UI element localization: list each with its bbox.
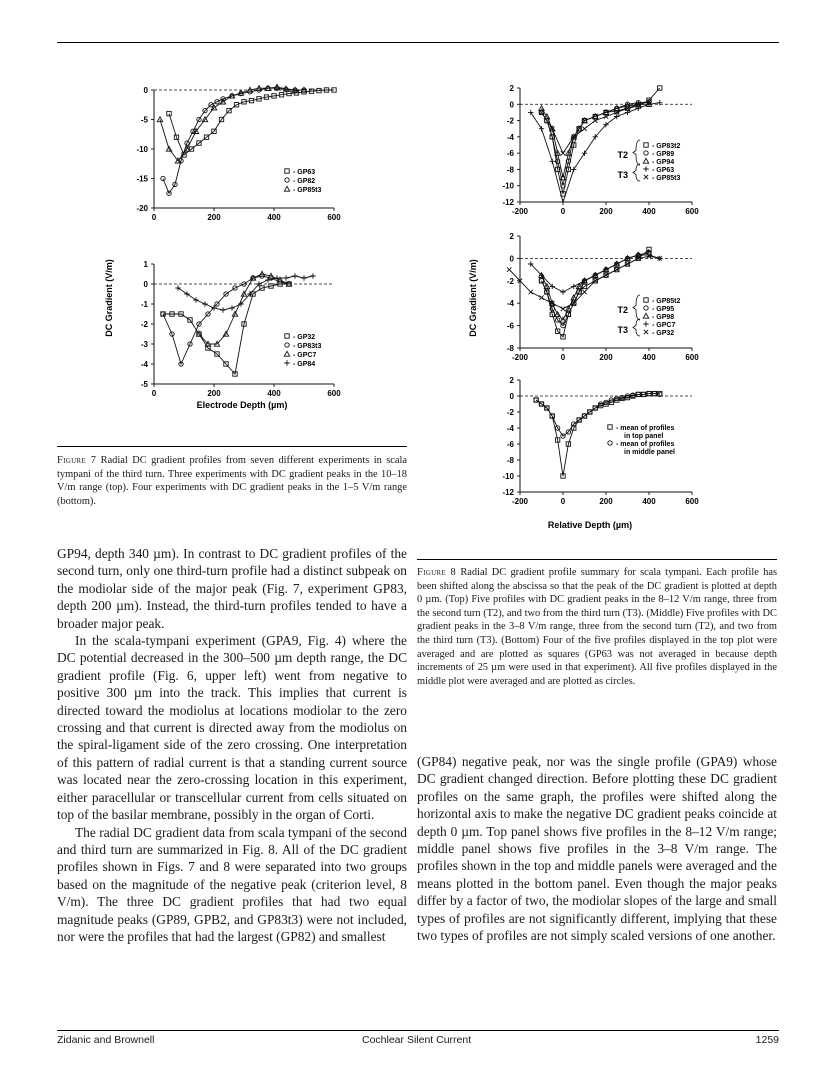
legend-marker [285, 343, 289, 347]
y-tick-label: -12 [502, 488, 514, 497]
y-tick-label: -1 [140, 300, 148, 309]
series-line [531, 103, 660, 202]
y-tick-label: 0 [143, 86, 148, 95]
legend-marker [285, 178, 289, 182]
left-paragraph-2: In the scala-tympani experiment (GPA9, Fig. 4) where the DC potential decreased in the 300–500 µm depth range, the DC gradient profile (Fig. 6, upper left) went from negative to positive 300 µm into the track. This implies that current is directed toward the modiolus at locations modiolar to the zero crossing and that current is directed away from the modiolus on the spiral-ligament side of the zero crossing. One interpretation of this pattern of radial current is that a standing current source was located near the zero-crossing location in this experiment, either paracellular or transcellular current from cells situated on top of the basilar membrane, possibly in the organ of Corti. [57, 633, 407, 823]
legend-label: - GP98 [652, 314, 675, 321]
left-paragraph-3: The radial DC gradient data from scala tympani of the second and third turn are summarized in Fig. 8. All of the DC gradient profiles shown in Figs. 7 and 8 were separated into two groups based on the magnitude of the negative peak (criterion level, 8 V/m). The three DC gradient profiles that had two equal magnitude peaks (GP89, GPB2, and GP83t3) were not included, nor were the profiles that had the largest (GP82) and smallest [57, 824, 407, 944]
legend [284, 169, 321, 194]
legend-marker [608, 441, 612, 445]
legend-label: - GP89 [652, 151, 675, 158]
y-tick-label: -8 [506, 165, 514, 175]
series-line [163, 276, 289, 364]
header-rule [57, 42, 779, 43]
figure8-caption-rule [417, 559, 777, 560]
data-point [310, 273, 315, 278]
footer-rule [57, 1030, 779, 1031]
data-point [229, 305, 234, 310]
data-point [550, 159, 555, 164]
legend-marker [643, 321, 648, 326]
y-tick-label: -2 [506, 276, 514, 286]
y-tick-label: -5 [140, 115, 148, 125]
data-point [220, 307, 225, 312]
legend-marker [644, 175, 648, 179]
legend-brace [633, 164, 640, 181]
y-tick-label: -4 [506, 132, 514, 142]
right-paragraph-1: (GP84) negative peak, nor was the single profile (GPA9) whose DC gradient changed direction. Before plotting these DC gradient profiles on the same graph, the profiles were shifted along the horizontal axis to make the negative DC gradient peaks coincide at depth 0 µm. Top panel shows five profiles in the 8–12 V/m range; middle panel shows five profiles in the 3–8 V/m range. The profiles shown in the top and middle panels were averaged and the means plotted in the bottom panel. Even though the major peaks differ by a factor of two, the modiolar slopes of the large and small types of profiles are not significantly different, implying that these two types of profiles are not simply scaled versions of one another. [417, 754, 777, 944]
series-line [169, 90, 334, 155]
y-tick-label: -10 [136, 145, 148, 154]
data-point [582, 290, 586, 294]
legend-marker [284, 351, 289, 356]
legend-marker [285, 334, 289, 338]
data-point [561, 151, 565, 155]
legend-marker [644, 143, 648, 147]
legend-marker [643, 158, 648, 163]
data-point [571, 167, 576, 172]
series-line [542, 249, 650, 336]
data-point [582, 150, 587, 155]
figure8-caption-text: Radial DC gradient profile summary for scala tympani. Each profile has been shifted along the abscissa so that the peak of the DC gradient is plotted at depth 0 µm. (Top) Five profiles with DC gradient peaks in the 8–12 V/m range, three from the second turn (T2), and two from the third turn (T3). (Middle) Five profiles with DC gradient peaks in the 3–8 V/m range, three from the second turn (T2), and two from the third turn (T3). (Bottom) Four of the five profiles displayed in the top plot were averaged and are plotted as squares (GP63 was not averaged in because depth increments of 25 µm were used in that experiment). All five profiles displayed in the middle plot were averaged and are plotted as circles. [417, 567, 777, 687]
y-tick-label: 2 [509, 84, 514, 93]
fig8-bottom-panel [502, 376, 699, 506]
y-tick-label: -2 [506, 408, 514, 417]
x-tick-label: 0 [560, 207, 566, 216]
x-tick-label: 200 [599, 497, 613, 506]
fig7-top-panel [136, 84, 341, 222]
legend-marker [643, 166, 648, 171]
x-tick-label: 600 [685, 207, 699, 216]
legend-label: - GP83t2 [652, 143, 681, 150]
x-tick-label: 200 [207, 389, 221, 398]
figure7-caption [57, 454, 407, 508]
series-line [178, 276, 313, 310]
data-point [582, 127, 586, 131]
fig8-middle-panel [507, 232, 699, 362]
x-tick-label: 600 [685, 497, 699, 506]
legend-group-label: T2 [617, 150, 628, 160]
figure7-caption-text: Radial DC gradient profiles from seven different experiments in scala tympani of the third turn. Three experiments with DC gradient peaks in the 10–18 V/m range (top). Four experiments with DC gradient peaks in the 1–5 V/m range (bottom). [57, 455, 407, 507]
legend-label: in middle panel [624, 449, 675, 456]
legend-label: - GP94 [652, 159, 675, 166]
data-point [571, 284, 576, 289]
y-tick-label: -10 [502, 181, 514, 191]
x-tick-label: 0 [560, 353, 566, 362]
y-tick-label: 0 [509, 100, 514, 110]
legend-brace [633, 140, 640, 165]
x-tick-label: 200 [207, 213, 221, 222]
left-column-text [57, 545, 407, 945]
data-point [593, 279, 597, 283]
data-point [539, 126, 544, 131]
y-tick-label: 2 [509, 232, 514, 241]
x-tick-label: 0 [151, 389, 157, 398]
y-tick-label: -2 [140, 320, 148, 329]
data-point [292, 273, 297, 278]
legend-marker [608, 425, 612, 429]
figure7-caption-label: Figure 7 [57, 455, 97, 466]
fig7-xlabel: Electrode Depth (µm) [196, 400, 288, 410]
y-tick-label: 2 [509, 376, 514, 385]
legend-brace [633, 295, 640, 320]
legend-label: - GP85t2 [652, 298, 681, 305]
legend-marker [644, 151, 648, 155]
data-point [561, 307, 565, 311]
legend-label: in top panel [624, 433, 664, 440]
page-footer [57, 1034, 779, 1050]
legend-brace [633, 319, 640, 336]
x-tick-label: 200 [599, 353, 613, 362]
legend-label: - GP84 [293, 361, 316, 368]
legend-marker [644, 298, 648, 302]
y-tick-label: 1 [143, 260, 148, 269]
data-point [529, 290, 533, 294]
legend-label: - GP63 [293, 169, 316, 176]
legend-marker [643, 313, 648, 318]
y-tick-label: -4 [506, 424, 514, 433]
legend-group-label: T3 [617, 325, 628, 335]
legend-label: - GPC7 [293, 352, 317, 359]
x-tick-label: -200 [511, 207, 529, 216]
fig7-bottom-panel [141, 260, 341, 398]
figure8-caption [417, 566, 777, 688]
series-line [542, 253, 650, 320]
x-tick-label: 600 [327, 213, 341, 222]
legend-label: - GPC7 [652, 322, 676, 329]
figure7-caption-rule [57, 446, 407, 447]
data-point [184, 291, 189, 296]
legend-label: - GP83t3 [293, 343, 322, 350]
x-tick-label: 400 [642, 497, 656, 506]
data-point [193, 297, 198, 302]
y-tick-label: -20 [136, 204, 148, 213]
legend-label: - mean of profiles [616, 425, 675, 432]
x-tick-label: 400 [267, 389, 281, 398]
data-point [175, 285, 180, 290]
data-point [301, 275, 306, 280]
x-tick-label: 600 [327, 389, 341, 398]
legend [617, 295, 680, 337]
legend-label: - GP85t3 [293, 187, 322, 194]
x-tick-label: 400 [642, 207, 656, 216]
y-tick-label: 0 [143, 280, 148, 289]
y-tick-label: -8 [506, 344, 514, 353]
data-point [604, 273, 608, 277]
footer-page-number: 1259 [755, 1034, 779, 1046]
legend-label: - GP32 [652, 330, 675, 337]
legend-label: - mean of profiles [616, 441, 675, 448]
data-point [615, 267, 619, 271]
legend-marker [644, 330, 648, 334]
legend [608, 425, 675, 456]
legend-label: - GP85t3 [652, 175, 681, 182]
data-point [625, 262, 629, 266]
x-tick-label: 400 [267, 213, 281, 222]
footer-authors: Zidanic and Brownell [57, 1034, 155, 1046]
y-tick-label: -5 [140, 380, 148, 389]
right-column-text [417, 753, 777, 944]
legend-marker [644, 306, 648, 310]
y-tick-label: 0 [509, 392, 514, 401]
y-tick-label: -6 [506, 149, 514, 159]
legend [617, 140, 680, 182]
data-point [560, 199, 565, 204]
series-line [163, 284, 289, 374]
legend-label: - GP95 [652, 306, 675, 313]
fig7-ylabel: DC Gradient (V/m) [104, 259, 114, 337]
legend-label: - GP82 [293, 178, 316, 185]
legend-group-label: T2 [617, 305, 628, 315]
x-tick-label: 0 [151, 213, 157, 222]
data-point [539, 295, 543, 299]
y-tick-label: 0 [509, 254, 514, 264]
y-tick-label: -8 [506, 456, 514, 465]
legend-marker [285, 169, 289, 173]
data-point [202, 301, 207, 306]
legend [284, 334, 321, 368]
data-point [572, 301, 576, 305]
legend-label: - GP32 [293, 334, 316, 341]
legend-marker [284, 186, 289, 191]
y-tick-label: -6 [506, 321, 514, 331]
series-line [163, 88, 304, 193]
figure8-caption-label: Figure 8 [417, 567, 457, 578]
left-paragraph-1: GP94, depth 340 µm). In contrast to DC gradient profiles of the second turn, only one third-turn profile had a distinct subpeak on the modiolar side of the major peak (Fig. 7, experiment GP83, depth 200 µm). Instead, the third-turn profiles tended to have a broader major peak. [57, 546, 407, 631]
y-tick-label: -2 [506, 116, 514, 126]
series-line [542, 102, 650, 153]
figure7 [92, 78, 392, 413]
y-tick-label: -6 [506, 440, 514, 449]
x-tick-label: 400 [642, 353, 656, 362]
data-point [507, 267, 511, 271]
fig8-ylabel: DC Gradient (V/m) [468, 259, 478, 337]
data-point [528, 110, 533, 115]
figure8 [460, 78, 720, 533]
x-tick-label: 0 [560, 497, 566, 506]
data-point [283, 275, 288, 280]
legend-marker [284, 360, 289, 365]
y-tick-label: -10 [502, 472, 514, 481]
y-tick-label: -3 [140, 340, 148, 349]
fig8-top-panel [502, 84, 699, 216]
data-point [560, 289, 565, 294]
x-tick-label: 200 [599, 207, 613, 216]
x-tick-label: 600 [685, 353, 699, 362]
y-tick-label: -15 [136, 174, 148, 184]
fig8-xlabel: Relative Depth (µm) [547, 520, 633, 530]
footer-title: Cochlear Silent Current [362, 1034, 472, 1046]
legend-label: - GP63 [652, 167, 675, 174]
y-tick-label: -4 [506, 299, 514, 309]
x-tick-label: -200 [511, 353, 529, 362]
legend-group-label: T3 [617, 170, 628, 180]
y-tick-label: -4 [140, 360, 148, 369]
x-tick-label: -200 [511, 497, 529, 506]
y-tick-label: -12 [502, 198, 514, 207]
